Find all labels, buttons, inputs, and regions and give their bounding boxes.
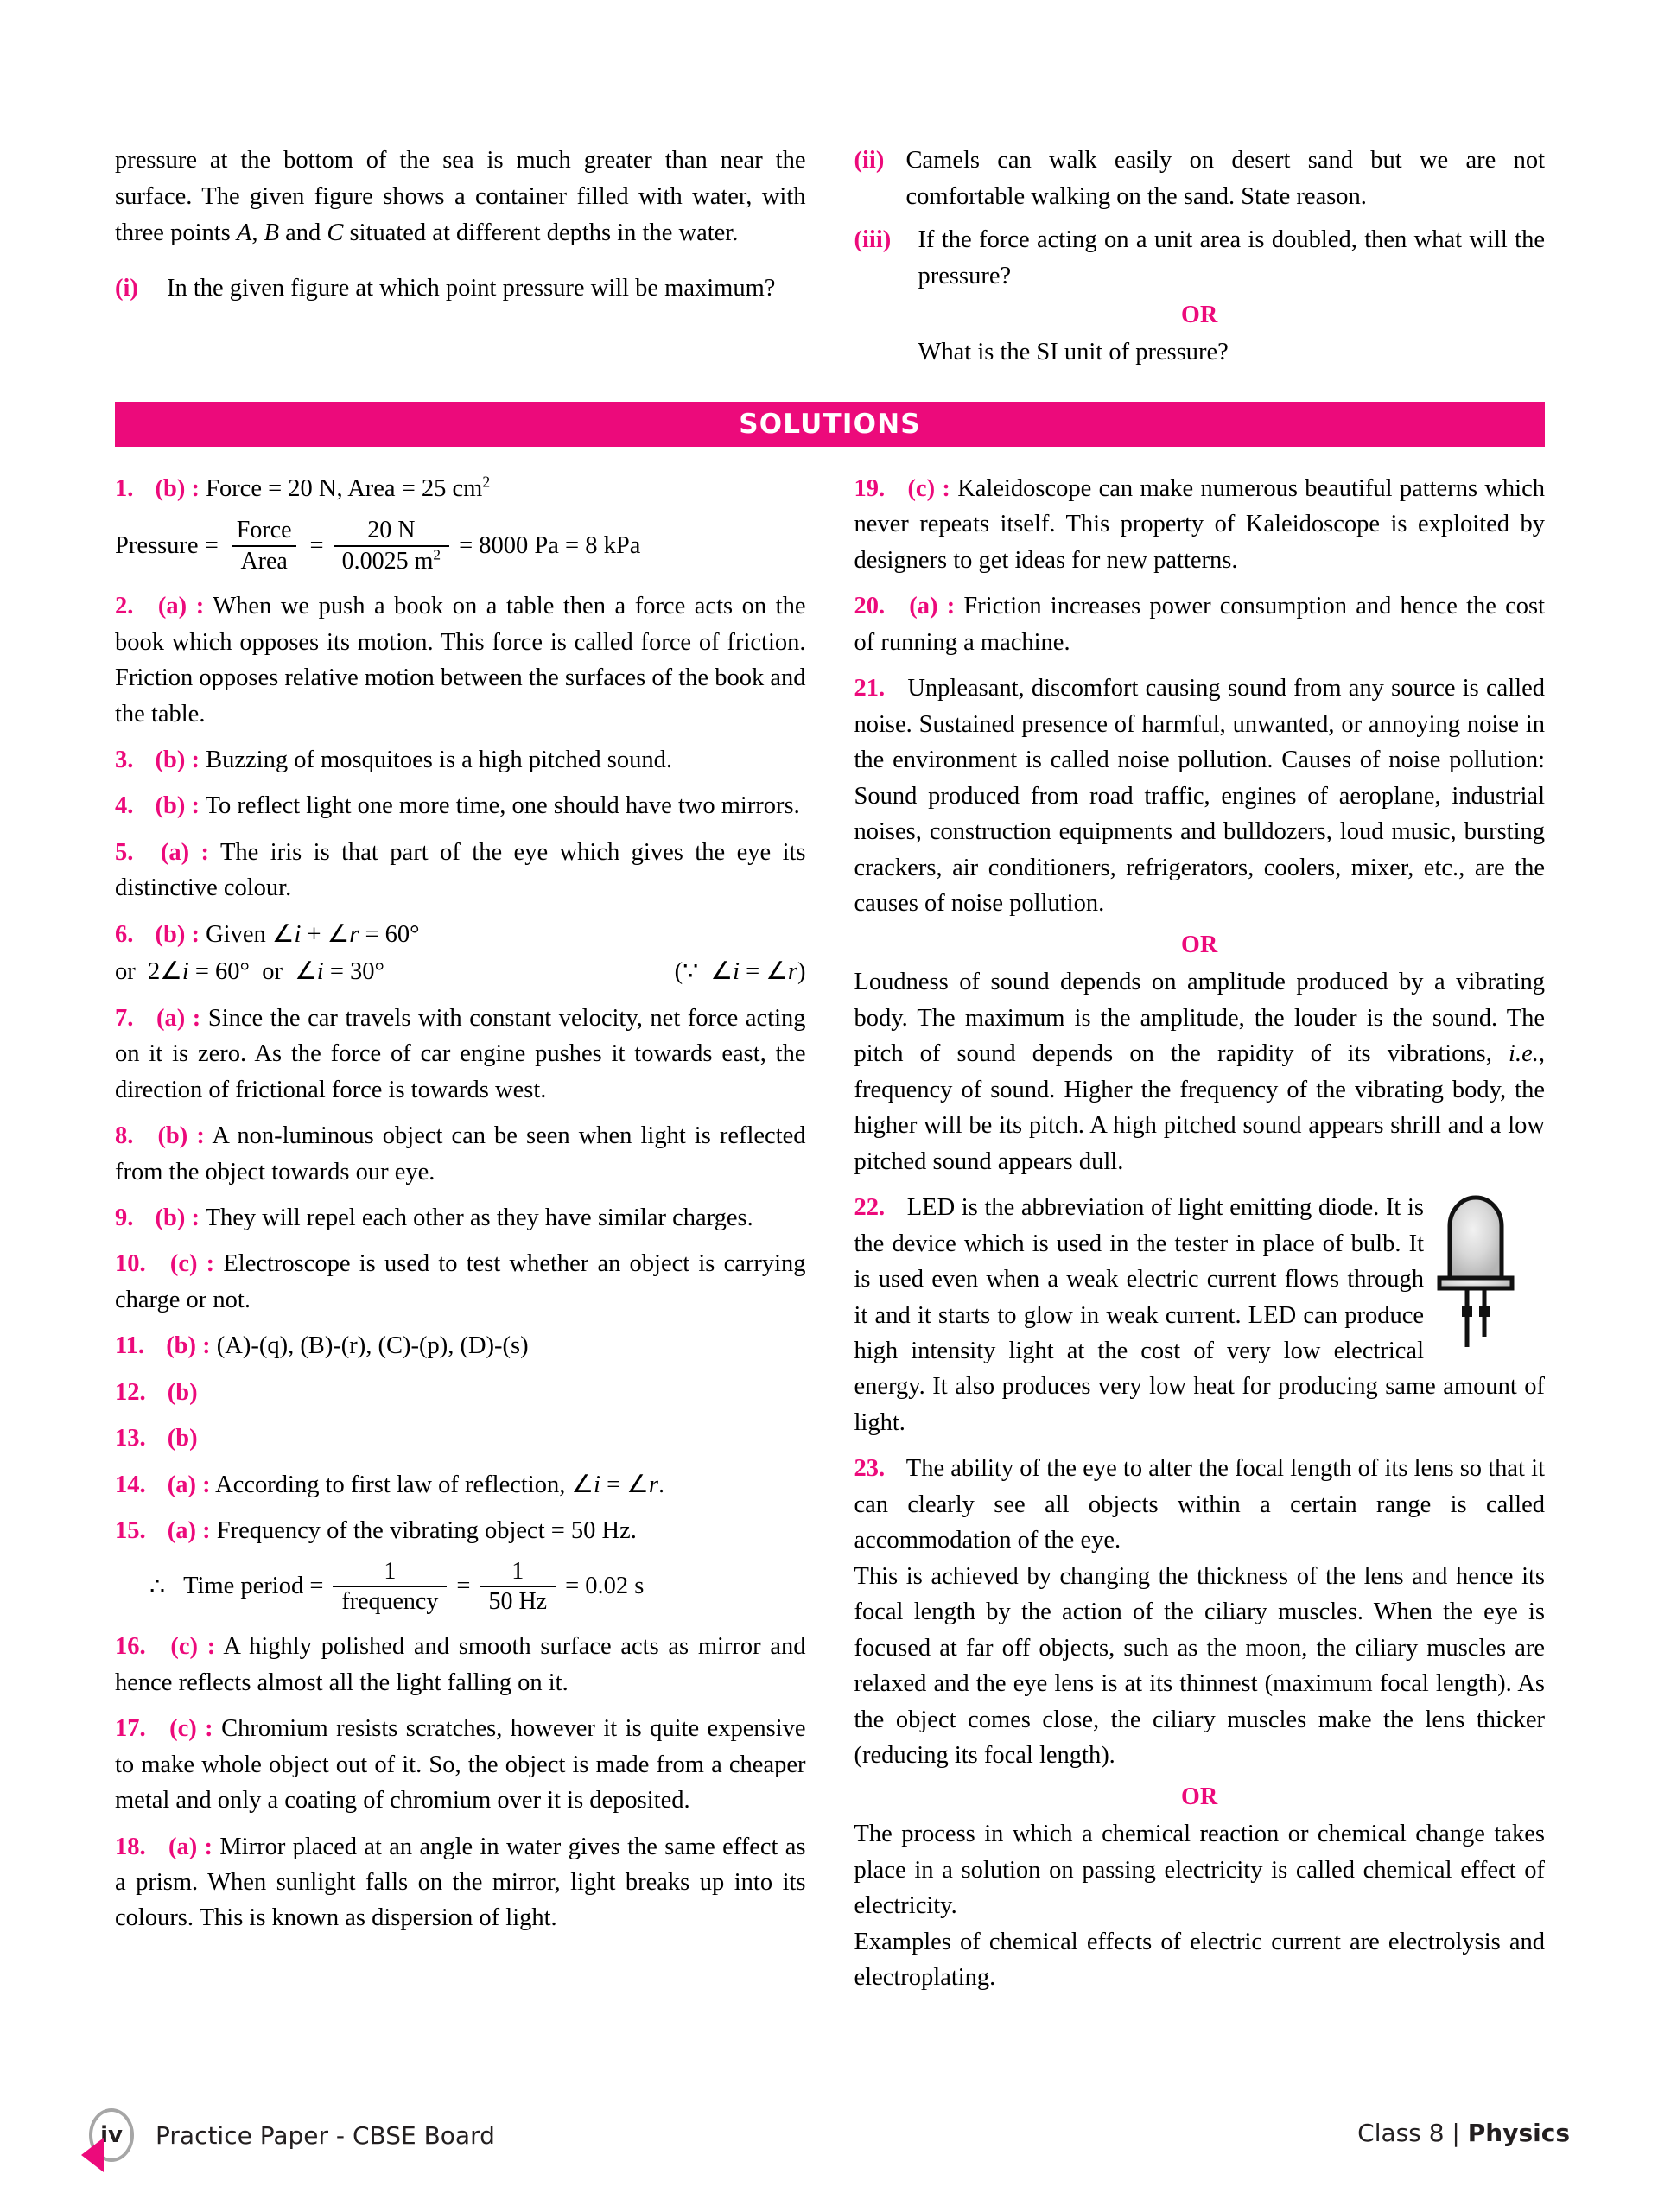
page-number: iv (100, 2122, 123, 2148)
solution-21-number: 21. (854, 675, 886, 702)
solution-4-number: 4. (115, 792, 134, 820)
formula-result: = 8000 Pa = 8 kPa (459, 531, 641, 559)
formula-equals-1: = (456, 1572, 471, 1599)
question-item-i (115, 270, 806, 307)
solution-20-option: (a) (909, 593, 938, 620)
question-intro-paragraph: pressure at the bottom of the sea is much greater than near the surface. The given figure shows a container filled with water, with three points A, B and C situated at different depths in the water. (115, 147, 806, 246)
or-divider-1: OR (1180, 931, 1218, 959)
question-label-ii: (ii) (854, 147, 885, 174)
formula-equals-1: = (309, 531, 324, 559)
question-text-iii: If the force acting on a unit area is doubled, then what will the pressure? (918, 226, 1545, 289)
page-number-badge (86, 2108, 137, 2162)
solution-17-text: Chromium resists scratches, however it is quite expensive to make whole object out of it. So, the object is made from a cheaper metal and only a coating of chromium over it is deposited. (115, 1715, 806, 1815)
triangle-left-icon (81, 2138, 104, 2172)
fraction-denominator: Area (232, 545, 295, 575)
solution-5: 5. (a) : The iris is that part of the eye which gives the eye its distinctive colour. (115, 838, 806, 902)
solution-11-number: 11. (115, 1332, 145, 1360)
solution-3-option: (b) (155, 746, 186, 773)
solution-13-number: 13. (115, 1425, 146, 1452)
solution-16-number: 16. (115, 1633, 146, 1661)
solution-23-number: 23. (854, 1455, 886, 1483)
solution-23 (854, 1451, 1546, 1558)
solution-20-number: 20. (854, 593, 886, 620)
solution-12-option: (b) (167, 1378, 198, 1406)
solution-19: 19. (c) : Kaleidoscope can make numerous beautiful patterns which never repeats itself. This property of Kaleidoscope is exploited by designers to get ideas for new patterns. (854, 475, 1546, 574)
solution-19-text: Kaleidoscope can make numerous beautiful patterns which never repeats itself. This property of Kaleidoscope is exploited by designers to get ideas for new patterns. (854, 475, 1546, 574)
question-text-i: In the given figure at which point pressure will be maximum? (167, 274, 776, 302)
fraction-denominator: 0.0025 $m^2$ (334, 545, 449, 575)
footer-left-group (86, 2108, 495, 2162)
solution-7-text: Since the car travels with constant velocity, net force acting on it is zero. As the force of car engine pushes it towards east, the direction of frictional force is towards west. (115, 1004, 806, 1103)
solution-18-number: 18. (115, 1833, 146, 1860)
solution-11: 11. (b) : (A)-(q), (B)-(r), (C)-(p), (D)-(s) (115, 1332, 529, 1360)
question-or-alternative: What is the SI unit of pressure? (918, 338, 1229, 365)
or-divider-2: OR (1180, 1783, 1218, 1811)
solution-18-text: Mirror placed at an angle in water gives the same effect as a prism. When sunlight falls on the mirror, light breaks up into its colours. This is known as dispersion of light. (115, 1833, 806, 1932)
solution-23-text: The ability of the eye to alter the focal length of its lens so that it can clearly see all objects within a certain range is called accommodation of the eye. (854, 1455, 1545, 1554)
top-left-column (115, 143, 806, 370)
solution-11-option: (b) (166, 1332, 197, 1360)
solution-6-line2 (115, 954, 806, 989)
led-figure-wrapper (1432, 1192, 1545, 1351)
solution-16-option: (c) (170, 1633, 198, 1661)
solution-5-number: 5. (115, 838, 134, 866)
footer-title: Practice Paper - CBSE Board (156, 2120, 495, 2150)
formula-lhs: Pressure = (115, 531, 219, 559)
solutions-body (115, 471, 1545, 2006)
question-label-iii: (iii) (854, 226, 892, 253)
solution-18: 18. (a) : Mirror placed at an angle in water gives the same effect as a prism. When sunlight falls on the mirror, light breaks up into its colours. This is known as dispersion of light. (115, 1833, 806, 1932)
fraction-numerator: 20 N (367, 517, 416, 544)
fraction-numerator: Force (236, 517, 292, 544)
solution-6: 6. (b) : Given ∠i + ∠r = 60° (115, 920, 420, 948)
solution-8-option: (b) (157, 1122, 188, 1150)
solution-22-number: 22. (854, 1194, 886, 1222)
solutions-left-column (115, 471, 806, 2006)
solution-10: 10. (c) : Electroscope is used to test whether an object is carrying charge or not. (115, 1250, 806, 1313)
fraction-denominator: frequency (333, 1586, 447, 1615)
solution-20-text: Friction increases power consumption and hence the cost of running a machine. (854, 593, 1546, 656)
solution-17-option: (c) (169, 1715, 197, 1743)
fraction-numerator: 1 (384, 1557, 397, 1585)
solution-7-option: (a) (156, 1004, 186, 1032)
solutions-banner: SOLUTIONS (115, 402, 1545, 447)
solution-14-option: (a) (167, 1471, 196, 1498)
solution-23-continued: This is achieved by changing the thickness of the lens and hence its focal length by the action of the ciliary muscles. When the eye is focused at far off objects, such as the moon, the ciliary muscles are relaxed and the eye lens is at its thinnest (maximum focal length). As the object comes close, the ciliary muscles make the lens thicker (reducing its focal length). (854, 1562, 1545, 1769)
solution-5-option: (a) (160, 838, 190, 866)
solution-1-formula (115, 517, 806, 575)
led-diagram-icon (1432, 1192, 1545, 1351)
solution-1-option: (b) (155, 475, 186, 502)
solution-8-number: 8. (115, 1122, 134, 1150)
footer-right-group (1357, 2119, 1570, 2147)
solution-15-text: Frequency of the vibrating object = 50 Hz. (216, 1517, 637, 1545)
solution-4-option: (b) (155, 792, 186, 820)
top-right-column (854, 143, 1546, 370)
solution-17: 17. (c) : Chromium resists scratches, however it is quite expensive to make whole object out of it. So, the object is made from a cheaper metal and only a coating of chromium over it is deposited. (115, 1715, 806, 1815)
solution-22-text: LED is the abbreviation of light emitting diode. It is the device which is used in the tester in place of bulb. It is used even when a weak electric current flows through it and it starts to glow in weak current. LED can produce high intensity light at the cost of very low electrical energy. It also produces very low heat for producing same amount of light. (854, 1194, 1545, 1436)
solution-9-number: 9. (115, 1204, 134, 1231)
formula-result: = 0.02 s (565, 1572, 645, 1599)
solution-21 (854, 671, 1546, 921)
solution-17-number: 17. (115, 1715, 146, 1743)
page-footer (0, 2108, 1658, 2186)
solution-2-number: 2. (115, 593, 134, 620)
solution-21-text: Unpleasant, discomfort causing sound from any source is called noise. Sustained presence of harmful, unwanted, or annoying noise in the environment is called noise pollution. Causes of noise pollution: Sound produced from road traffic, engines of aeroplane, industrial noises, construction equipments and bulldozers, loud music, bursting crackers, air conditioners, refrigerators, coolers, mixer, etc., are the causes of noise pollution. (854, 675, 1546, 917)
solution-10-text: Electroscope is used to test whether an object is carrying charge or not. (115, 1250, 806, 1313)
solution-19-number: 19. (854, 475, 886, 502)
solution-5-text: The iris is that part of the eye which gives the eye its distinctive colour. (115, 838, 806, 902)
solution-9-option: (b) (155, 1204, 186, 1231)
fraction-numerator: 1 (511, 1557, 524, 1585)
solution-10-option: (c) (169, 1250, 198, 1278)
solution-9-text: They will repel each other as they have similar charges. (205, 1204, 753, 1231)
solutions-right-column (854, 471, 1546, 2006)
top-question-block (115, 143, 1545, 370)
solution-7: 7. (a) : Since the car travels with constant velocity, net force acting on it is zero. As the force of car engine pushes it towards east, the direction of frictional force is towards west. (115, 1004, 806, 1103)
solution-6-option: (b) (155, 920, 186, 948)
solution-3: 3. (b) : Buzzing of mosquitoes is a high pitched sound. (115, 746, 672, 773)
solution-16: 16. (c) : A highly polished and smooth surface acts as mirror and hence reflects almost all the light falling on it. (115, 1633, 806, 1696)
solution-15-formula (115, 1558, 806, 1616)
solution-6-line2-note: (∵ ∠i = ∠r) (674, 958, 806, 986)
question-item-iii (854, 222, 1546, 295)
solution-15-number: 15. (115, 1517, 146, 1545)
solution-20: 20. (a) : Friction increases power consumption and hence the cost of running a machine. (854, 593, 1546, 656)
solution-14: 14. (a) : According to first law of reflection, ∠i = ∠r. (115, 1471, 665, 1498)
solution-12 (115, 1375, 806, 1410)
solution-12-number: 12. (115, 1378, 146, 1406)
question-item-ii (854, 143, 1546, 215)
solution-7-number: 7. (115, 1004, 134, 1032)
solution-1: 1. (b) : Force = 20 N, Area = 25 $cm^2$ (115, 473, 491, 502)
solution-15-option: (a) (167, 1517, 196, 1545)
solution-4-text: To reflect light one more time, one should have two mirrors. (205, 792, 800, 820)
solution-2: 2. (a) : When we push a book on a table then a force acts on the book which opposes its motion. This force is called force of friction. Friction opposes relative motion between the surfaces of the book and the table. (115, 593, 806, 728)
or-2-paragraph: The process in which a chemical reaction or chemical change takes place in a solution on passing electricity is called chemical effect of electricity. (854, 1821, 1545, 1920)
solution-3-text: Buzzing of mosquitoes is a high pitched sound. (206, 746, 672, 773)
fraction-20n-0025m2 (334, 517, 449, 575)
fraction-1-frequency (333, 1558, 447, 1616)
solution-10-number: 10. (115, 1250, 146, 1278)
question-text-ii: Camels can walk easily on desert sand but we are not comfortable walking on the sand. State reason. (905, 147, 1545, 210)
or-divider-top: OR (1180, 301, 1218, 328)
solution-8: 8. (b) : A non-luminous object can be seen when light is reflected from the object towards our eye. (115, 1122, 806, 1185)
solution-2-text: When we push a book on a table then a force acts on the book which opposes its motion. This force is called force of friction. Friction opposes relative motion between the surfaces of the book and the table. (115, 593, 806, 728)
footer-class-label: Class 8 | (1357, 2119, 1468, 2147)
or-2-paragraph-continued: Examples of chemical effects of electric current are electrolysis and electroplating. (854, 1928, 1545, 1992)
fraction-1-50hz (480, 1558, 556, 1616)
solution-1-number: 1. (115, 475, 134, 502)
solution-8-text: A non-luminous object can be seen when light is reflected from the object towards our eye. (115, 1122, 806, 1185)
solution-6-line2-left: or 2∠i = 60° or ∠i = 30° (115, 958, 384, 986)
solution-3-number: 3. (115, 746, 134, 773)
solution-11-text: (A)-(q), (B)-(r), (C)-(p), (D)-(s) (216, 1332, 529, 1360)
fraction-denominator: 50 Hz (480, 1586, 556, 1615)
solution-13 (115, 1421, 806, 1456)
fraction-force-area (228, 517, 301, 575)
solution-19-option: (c) (907, 475, 936, 502)
or-1-paragraph: Loudness of sound depends on amplitude produced by a vibrating body. The maximum is the amplitude, the louder is the sound. The pitch of sound depends on the rapidity of its vibrations, i.e., frequency of sound. Higher the frequency of the vibrating body, the higher will be its pitch. A high pitched sound appears shrill and a low pitched sound appears dull. (854, 969, 1545, 1175)
solution-14-number: 14. (115, 1471, 146, 1498)
solution-6-number: 6. (115, 920, 134, 948)
solution-16-text: A highly polished and smooth surface acts as mirror and hence reflects almost all the light falling on it. (115, 1633, 806, 1696)
solution-18-option: (a) (168, 1833, 198, 1860)
formula-lhs: Time period = (183, 1572, 324, 1599)
solution-13-option: (b) (167, 1425, 198, 1452)
solution-15: 15. (a) : Frequency of the vibrating object = 50 Hz. (115, 1517, 637, 1545)
solution-2-option: (a) (157, 593, 187, 620)
solution-9: 9. (b) : They will repel each other as they have similar charges. (115, 1204, 753, 1231)
footer-subject: Physics (1467, 2119, 1570, 2147)
question-label-i: (i) (115, 274, 138, 302)
solution-4: 4. (b) : To reflect light one more time, one should have two mirrors. (115, 792, 800, 820)
therefore-symbol: ∴ (149, 1573, 166, 1600)
